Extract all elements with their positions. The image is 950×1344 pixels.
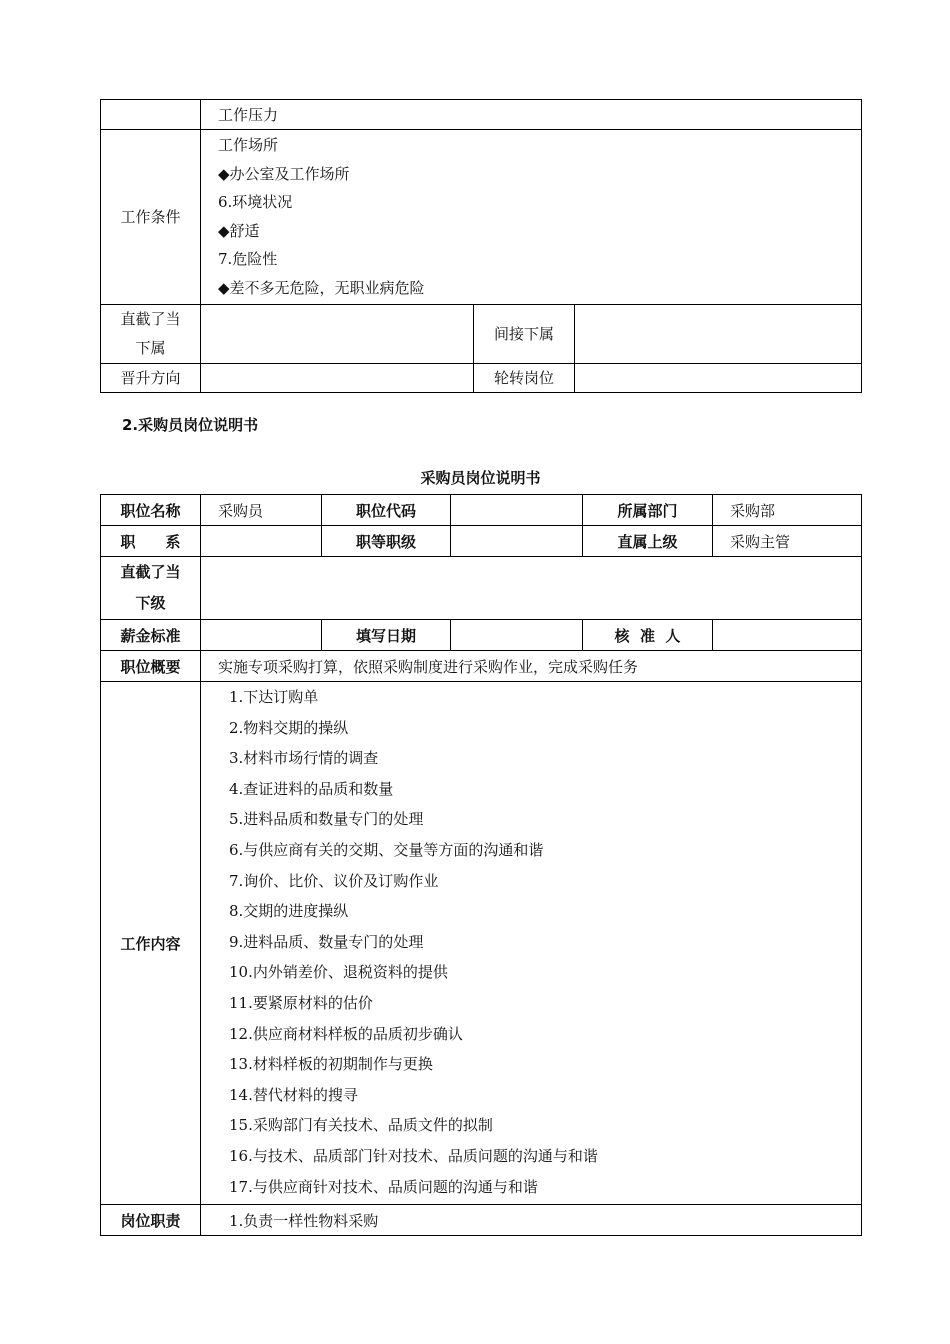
work-content-list xyxy=(201,682,862,1205)
list-item: ◆舒适 xyxy=(218,221,260,240)
fill-date-value xyxy=(451,620,583,651)
list-item: 工作场所 xyxy=(218,136,279,154)
list-item: 4.查证进料的品质和数量 xyxy=(229,779,394,798)
department-label: 所属部门 xyxy=(583,495,713,526)
fill-date-label: 填写日期 xyxy=(322,620,451,651)
list-item: 8.交期的进度操纵 xyxy=(229,902,349,921)
row-summary xyxy=(101,651,862,682)
list-item: 6.环境状况 xyxy=(218,193,293,212)
row-position-info xyxy=(101,495,862,526)
list-item: 15.采购部门有关技术、品质文件的拟制 xyxy=(229,1116,493,1135)
work-conditions-list xyxy=(201,130,862,305)
label-line: 下属 xyxy=(135,338,166,357)
direct-subordinates-value xyxy=(201,557,862,620)
row-duty xyxy=(101,1205,862,1236)
list-item: ◆办公室及工作场所 xyxy=(218,164,350,183)
row-series-grade xyxy=(101,526,862,557)
list-item: 11.要紧原材料的估价 xyxy=(229,993,373,1012)
list-item: 3.材料市场行情的调查 xyxy=(229,749,379,768)
direct-subordinates-label xyxy=(101,557,201,620)
list-item: 14.替代材料的搜寻 xyxy=(229,1085,358,1104)
label-line: 直截了当 xyxy=(120,309,181,328)
series-label: 职 系 xyxy=(101,526,201,557)
job-description-table-continued xyxy=(100,99,862,393)
salary-value xyxy=(201,620,322,651)
list-item: 7.询价、比价、议价及订购作业 xyxy=(229,871,439,890)
row-promotion xyxy=(101,363,862,392)
grade-value xyxy=(451,526,583,557)
list-item: 10.内外销差价、退税资料的提供 xyxy=(229,963,448,982)
empty-label-cell xyxy=(101,100,201,130)
row-work-content xyxy=(101,682,862,1205)
list-item: 6.与供应商有关的交期、交量等方面的沟通和谐 xyxy=(229,840,544,859)
buyer-job-description-table xyxy=(100,494,862,1236)
list-item: 9.进料品质、数量专门的处理 xyxy=(229,932,424,951)
direct-subordinates-label xyxy=(101,304,201,363)
list-item: 12.供应商材料样板的品质初步确认 xyxy=(229,1024,463,1043)
list-item: 1.下达订购单 xyxy=(229,688,319,706)
list-item: 5.进料品质和数量专门的处理 xyxy=(229,810,424,829)
department-value: 采购部 xyxy=(713,495,862,526)
section-heading: 2.采购员岗位说明书 xyxy=(122,416,259,434)
indirect-subordinates-value xyxy=(575,304,862,363)
position-name-value: 采购员 xyxy=(201,495,322,526)
promotion-value xyxy=(201,363,474,392)
position-code-label: 职位代码 xyxy=(322,495,451,526)
indirect-subordinates-label: 间接下属 xyxy=(474,304,575,363)
list-item: 7.危险性 xyxy=(218,250,278,269)
label-line: 下级 xyxy=(135,594,166,612)
summary-value: 实施专项采购打算，依照采购制度进行采购作业，完成采购任务 xyxy=(201,651,862,682)
series-value xyxy=(201,526,322,557)
promotion-label: 晋升方向 xyxy=(101,363,201,392)
rotation-value xyxy=(575,363,862,392)
list-item: 2.物料交期的操纵 xyxy=(229,718,349,737)
work-conditions-label: 工作条件 xyxy=(101,130,201,305)
row-salary xyxy=(101,620,862,651)
approver-label: 核 准 人 xyxy=(583,620,713,651)
salary-label: 薪金标准 xyxy=(101,620,201,651)
list-item: 17.与供应商针对技术、品质问题的沟通与和谐 xyxy=(229,1177,538,1196)
work-pressure-cell: 工作压力 xyxy=(201,100,862,130)
list-item: 16.与技术、品质部门针对技术、品质问题的沟通与和谐 xyxy=(229,1146,598,1165)
row-direct-subordinates xyxy=(101,557,862,620)
list-item: ◆差不多无危险，无职业病危险 xyxy=(218,278,425,297)
row-work-pressure xyxy=(101,100,862,130)
work-content-label: 工作内容 xyxy=(101,682,201,1205)
rotation-label: 轮转岗位 xyxy=(474,363,575,392)
summary-label: 职位概要 xyxy=(101,651,201,682)
position-name-label: 职位名称 xyxy=(101,495,201,526)
list-item: 13.材料样板的初期制作与更换 xyxy=(229,1055,433,1074)
duty-value: 1.负责一样性物料采购 xyxy=(201,1205,862,1236)
approver-value xyxy=(713,620,862,651)
row-work-conditions xyxy=(101,130,862,305)
position-code-value xyxy=(451,495,583,526)
superior-label: 直属上级 xyxy=(583,526,713,557)
direct-subordinates-value xyxy=(201,304,474,363)
document-title: 采购员岗位说明书 xyxy=(420,469,541,487)
superior-value: 采购主管 xyxy=(713,526,862,557)
duty-label: 岗位职责 xyxy=(101,1205,201,1236)
row-direct-subordinates xyxy=(101,304,862,363)
grade-label: 职等职级 xyxy=(322,526,451,557)
label-line: 直截了当 xyxy=(120,563,181,581)
